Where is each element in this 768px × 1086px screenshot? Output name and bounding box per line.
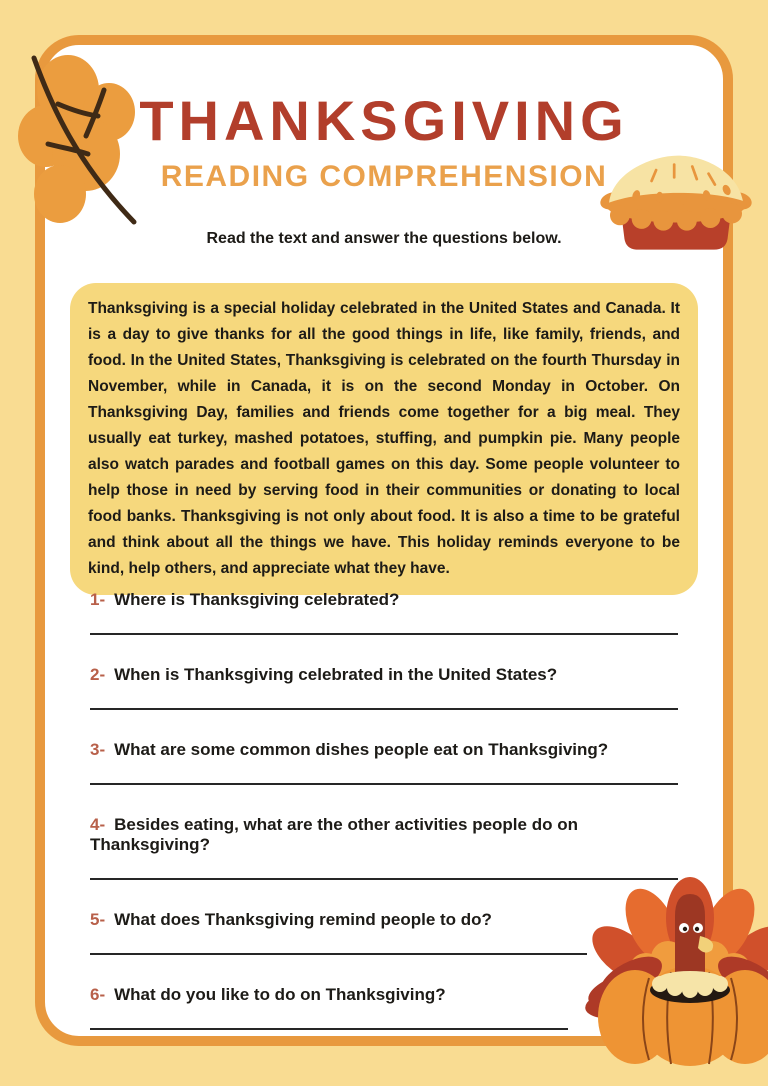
turkey-in-pumpkin-icon <box>583 868 768 1068</box>
question-1-text: Where is Thanksgiving celebrated? <box>114 590 400 609</box>
question-3-text: What are some common dishes people eat on Thanksgiving? <box>114 740 609 759</box>
answer-line-1[interactable] <box>90 633 678 635</box>
question-1-number: 1- <box>90 590 106 609</box>
page-subtitle: READING COMPREHENSION <box>160 160 608 193</box>
instruction-text: Read the text and answer the questions below. <box>206 230 562 247</box>
question-2-text: When is Thanksgiving celebrated in the United States? <box>114 665 558 684</box>
autumn-leaf-icon <box>16 46 156 242</box>
question-5-text: What does Thanksgiving remind people to do? <box>114 910 492 929</box>
question-3-number: 3- <box>90 740 106 759</box>
page-title: THANKSGIVING <box>139 89 629 152</box>
question-4-number: 4- <box>90 815 106 834</box>
answer-line-3[interactable] <box>90 783 678 785</box>
question-6-text: What do you like to do on Thanksgiving? <box>114 985 446 1004</box>
answer-line-6[interactable] <box>90 1028 568 1030</box>
question-4-text: Besides eating, what are the other activities people do on Thanksgiving? <box>90 815 578 854</box>
question-6-number: 6- <box>90 985 106 1004</box>
answer-line-2[interactable] <box>90 708 678 710</box>
answer-line-5[interactable] <box>90 953 587 955</box>
question-2 <box>90 665 678 710</box>
pumpkin-pie-icon <box>600 152 752 256</box>
question-1 <box>90 590 678 635</box>
question-5-number: 5- <box>90 910 106 929</box>
question-3 <box>90 740 678 785</box>
question-2-number: 2- <box>90 665 106 684</box>
reading-passage: Thanksgiving is a special holiday celebrated in the United States and Canada. It is a day to give thanks for all the good things in life, like family, friends, and food. In the United States, Thanksgiving is celebrated on the fourth Thursday in November, while in Canada, it is on the second Monday in October. On Thanksgiving Day, families and friends come together for a big meal. They usually eat turkey, mashed potatoes, stuffing, and pumpkin pie. Many people also watch parades and football games on this day. Some people volunteer to help those in need by serving food in their communities or donating to local food banks. Thanksgiving is not only about food. It is also a time to be grateful and think about all the things we have. This holiday reminds everyone to be kind, help others, and appreciate what they have. <box>70 283 698 595</box>
